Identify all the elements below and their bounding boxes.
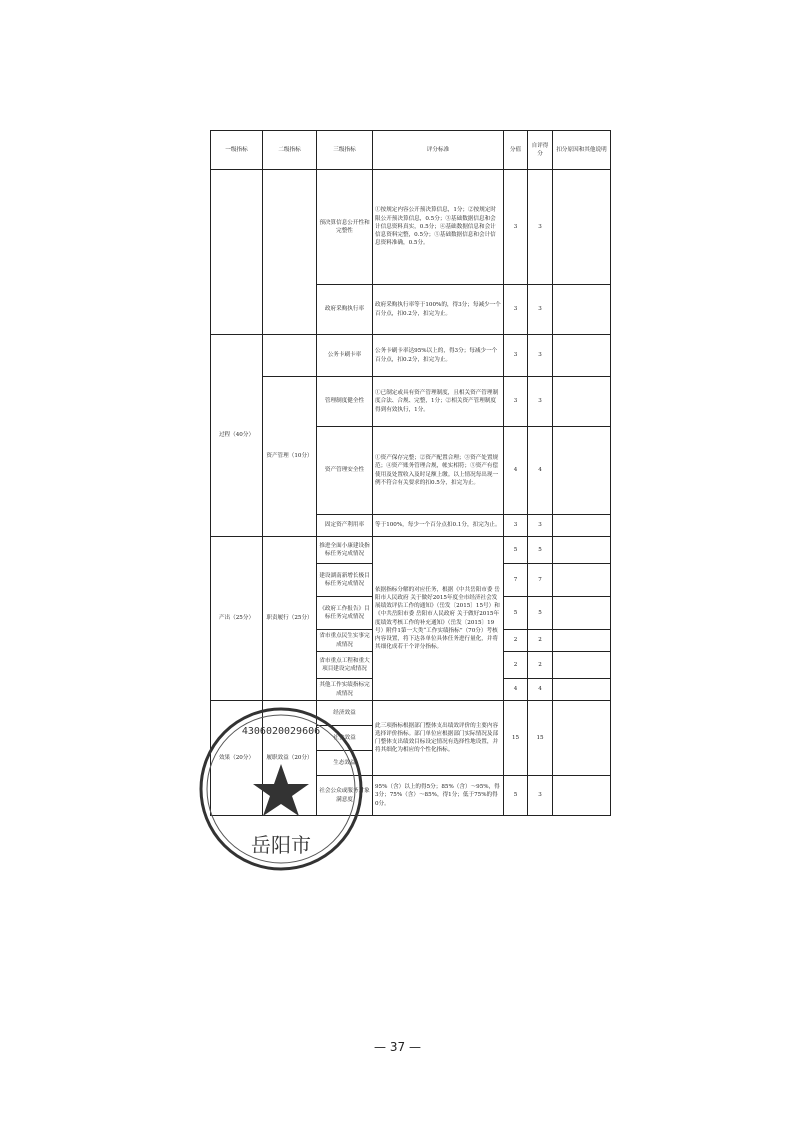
score-cell: 4 <box>504 679 528 701</box>
deduction-cell <box>553 701 611 776</box>
level3-cell: 省市重点工程和重大项目建设完成情况 <box>317 652 373 679</box>
deduction-cell <box>553 537 611 564</box>
seal-icon <box>196 704 366 874</box>
level3-cell: 政府采购执行率 <box>317 285 373 335</box>
header-level2: 二级指标 <box>263 131 317 170</box>
deduction-cell <box>553 597 611 630</box>
score-cell: 2 <box>504 652 528 679</box>
header-level3: 三级指标 <box>317 131 373 170</box>
level3-cell: 管理制度健全性 <box>317 377 373 427</box>
level3-cell: 社会效益 <box>317 726 373 751</box>
score-cell: 3 <box>504 515 528 537</box>
table-header-row <box>211 131 611 170</box>
deduction-cell <box>553 679 611 701</box>
deduction-cell <box>553 515 611 537</box>
header-self-score: 自评得分 <box>528 131 553 170</box>
deduction-cell <box>553 652 611 679</box>
score-cell: 5 <box>504 776 528 816</box>
criteria-cell: ①已制定或具有资产管理制度，且相关资产管理制度合法、合规、完整，1分；②相关资产管理制度得到有效执行，1分。 <box>373 377 504 427</box>
level3-cell: 预决算信息公开性和完整性 <box>317 170 373 285</box>
official-seal <box>196 704 366 874</box>
score-cell: 3 <box>504 377 528 427</box>
deduction-cell <box>553 630 611 652</box>
level1-output: 产出（25分） <box>211 537 263 701</box>
self-score-cell: 15 <box>528 701 553 776</box>
deduction-cell <box>553 377 611 427</box>
level1-process: 过程（40分） <box>211 335 263 537</box>
criteria-cell: 等于100%，每少一个百分点扣0.1分，扣完为止。 <box>373 515 504 537</box>
level2-cell-blank <box>263 335 317 377</box>
score-cell: 2 <box>504 630 528 652</box>
score-cell: 4 <box>504 427 528 515</box>
level3-cell: 经济效益 <box>317 701 373 726</box>
header-deduction: 扣分原因和其他说明 <box>553 131 611 170</box>
level3-cell: 省市重点民生实事完成情况 <box>317 630 373 652</box>
level1-effect: 效果（20分） <box>211 701 263 816</box>
deduction-cell <box>553 335 611 377</box>
self-score-cell: 3 <box>528 776 553 816</box>
self-score-cell: 4 <box>528 679 553 701</box>
level3-cell: 固定资产利用率 <box>317 515 373 537</box>
self-score-cell: 3 <box>528 377 553 427</box>
deduction-cell <box>553 170 611 285</box>
self-score-cell: 3 <box>528 170 553 285</box>
self-score-cell: 4 <box>528 427 553 515</box>
header-criteria: 评分标准 <box>373 131 504 170</box>
criteria-cell: 公务卡刷卡率达95%以上的，得3分；每减少一个百分点，扣0.2分，扣完为止。 <box>373 335 504 377</box>
deduction-cell <box>553 564 611 597</box>
self-score-cell: 5 <box>528 537 553 564</box>
deduction-cell <box>553 285 611 335</box>
table-row <box>211 537 611 564</box>
level2-effect: 履职效益（20分） <box>263 701 317 816</box>
score-cell: 5 <box>504 537 528 564</box>
header-level1: 一级指标 <box>211 131 263 170</box>
score-cell: 7 <box>504 564 528 597</box>
criteria-cell: ①按规定内容公开预决算信息，1分；②按规定时限公开预决算信息，0.5分；③基础数据信息和会计信息资料真实，0.5分；④基础数据信息和会计信息资料完整，0.5分；⑤基础数据信息和会计信息资料准确，0.5分。 <box>373 170 504 285</box>
criteria-cell: ①资产保存完整；②资产配置合理；③资产处置规范；④资产账务管理合规，帐实相符；⑤资产有偿使用及处置收入及时足额上缴。以上情况每出现一例不符合有关要求的扣0.5分，扣完为止。 <box>373 427 504 515</box>
score-cell: 3 <box>504 335 528 377</box>
self-score-cell: 3 <box>528 515 553 537</box>
level3-cell: 公务卡刷卡率 <box>317 335 373 377</box>
criteria-cell: 政府采购执行率等于100%的，得3分；每减少一个百分点，扣0.2分，扣完为止。 <box>373 285 504 335</box>
self-score-cell: 2 <box>528 652 553 679</box>
self-score-cell: 2 <box>528 630 553 652</box>
score-cell: 5 <box>504 597 528 630</box>
level3-cell: 其他工作实绩指标完成情况 <box>317 679 373 701</box>
self-score-cell: 5 <box>528 597 553 630</box>
level3-cell: 资产管理安全性 <box>317 427 373 515</box>
level3-cell: 社会公众或服务对象满意度 <box>317 776 373 816</box>
criteria-cell: 95%（含）以上的得5分；85%（含）～95%，得3分；75%（含）～85%，得1分；低于75%的得0分。 <box>373 776 504 816</box>
level3-cell: 推进全面小康建设指标任务完成情况 <box>317 537 373 564</box>
level2-output: 职责履行（25分） <box>263 537 317 701</box>
effect-criteria-cell: 此三项指标根据部门整体支出绩效评价的主要内容选择评价指标。部门单位应根据部门实际情况及部门整体支出绩效目标设定情况有选择性地设置，并将其细化为相应的个性化指标。 <box>373 701 504 776</box>
self-score-cell: 7 <box>528 564 553 597</box>
score-cell: 3 <box>504 285 528 335</box>
self-score-cell: 3 <box>528 335 553 377</box>
self-score-cell: 3 <box>528 285 553 335</box>
score-cell: 3 <box>504 170 528 285</box>
table-row <box>211 377 611 427</box>
score-cell: 15 <box>504 701 528 776</box>
level2-asset: 资产管理（10分） <box>263 377 317 537</box>
deduction-cell <box>553 776 611 816</box>
page-number: — 37 — <box>374 1040 421 1054</box>
table-row <box>211 335 611 377</box>
deduction-cell <box>553 427 611 515</box>
level3-cell: 《政府工作报告》目标任务完成情况 <box>317 597 373 630</box>
seal-code: 4306020029606 <box>241 726 321 737</box>
header-score: 分值 <box>504 131 528 170</box>
level3-cell: 生态效益 <box>317 751 373 776</box>
output-criteria-cell: 依据指标分解的对应任务，根据《中共岳阳市委 岳阳市人民政府 关于做好2015年度全市经济社会发展绩效评估工作的通知》（岳发〔2015〕15号）和《中共岳阳市委 岳阳市人民政府 关于做好2015年度绩效考核工作的补充通知》（岳发〔2015〕19号）附件1第一大类“工作实绩指标”（70分）考核内容设置，将下达各单位具体任务进行量化，并将其细化成若干个评分指标。 <box>373 537 504 701</box>
level1-cell-blank <box>211 170 263 335</box>
table-row <box>211 170 611 285</box>
level3-cell: 建设湖南新增长极目标任务完成情况 <box>317 564 373 597</box>
level2-cell-blank <box>263 170 317 335</box>
seal-text: 岳阳市 <box>251 833 311 857</box>
